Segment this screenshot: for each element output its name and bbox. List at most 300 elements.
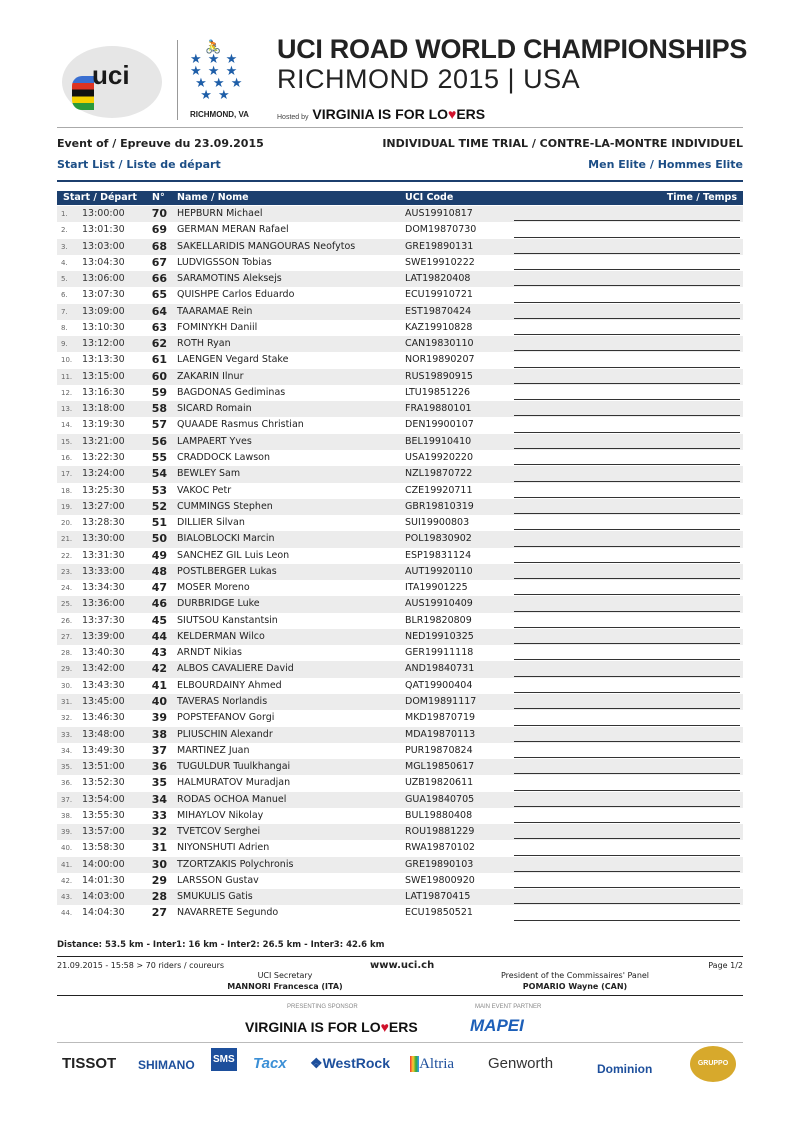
row-index: 42.: [61, 876, 73, 885]
uci-code: DOM19891117: [405, 695, 477, 707]
bib-number: 64: [151, 304, 167, 318]
table-row: [57, 385, 743, 401]
bib-number: 69: [151, 223, 167, 237]
table-row: [57, 840, 743, 856]
time-entry-line: [514, 594, 740, 595]
table-row: [57, 369, 743, 385]
time-entry-line: [514, 676, 740, 677]
president-title: President of the Commissaires' Panel: [500, 971, 650, 980]
rider-name: HEPBURN Michael: [177, 208, 263, 219]
row-index: 9.: [61, 340, 68, 349]
row-index: 27.: [61, 632, 73, 641]
rider-name: MOSER Moreno: [177, 582, 250, 594]
uci-code: GRE19890103: [405, 858, 474, 870]
bib-number: 43: [151, 646, 167, 660]
row-index: 29.: [61, 665, 73, 674]
table-row: [57, 320, 743, 336]
start-time: 13:55:30: [82, 809, 125, 821]
row-index: 12.: [61, 388, 73, 397]
hosted-by: [277, 106, 485, 122]
table-row: [57, 808, 743, 824]
rider-name: ALBOS CAVALIERE David: [177, 663, 294, 675]
start-time: 13:31:30: [82, 549, 125, 561]
table-row: [57, 255, 743, 271]
mapei-logo: MAPEI: [470, 1016, 524, 1035]
bib-number: 29: [151, 873, 167, 887]
start-time: 13:49:30: [82, 744, 125, 756]
time-entry-line: [514, 578, 740, 579]
uci-code: AUS19910817: [405, 208, 473, 219]
row-index: 26.: [61, 616, 73, 625]
start-list-table: [57, 206, 743, 922]
start-time: 13:42:00: [82, 663, 125, 675]
time-entry-line: [514, 464, 740, 465]
uci-code: RUS19890915: [405, 370, 473, 382]
start-time: 14:00:00: [82, 858, 125, 870]
bib-number: 63: [151, 320, 167, 334]
uci-code: MGL19850617: [405, 761, 475, 773]
bib-number: 31: [151, 841, 167, 855]
start-time: 13:48:00: [82, 728, 125, 740]
start-time: 13:18:00: [82, 403, 125, 415]
row-index: 41.: [61, 860, 73, 869]
time-entry-line: [514, 350, 740, 351]
rider-name: TAARAMAE Rein: [177, 305, 253, 317]
time-entry-line: [514, 432, 740, 433]
bib-number: 60: [151, 369, 167, 383]
row-index: 16.: [61, 453, 73, 462]
rider-name: CRADDOCK Lawson: [177, 451, 271, 463]
virginia-logo: VIRGINIA IS FOR LO♥ERS: [312, 106, 486, 122]
start-time: 13:28:30: [82, 517, 125, 529]
bib-number: 38: [151, 727, 167, 741]
start-time: 13:16:30: [82, 386, 125, 398]
table-row: [57, 434, 743, 450]
championship-title: UCI ROAD WORLD CHAMPIONSHIPS: [277, 34, 748, 64]
uci-code: LAT19870415: [405, 891, 471, 903]
table-row: [57, 661, 743, 677]
row-index: 31.: [61, 697, 73, 706]
bib-number: 27: [151, 906, 167, 920]
table-row: [57, 206, 743, 222]
uci-code: GUA19840705: [405, 793, 475, 805]
time-entry-line: [514, 741, 740, 742]
gruppo-logo: GRUPPO: [690, 1046, 736, 1082]
start-time: 13:30:00: [82, 533, 125, 545]
time-entry-line: [514, 302, 740, 303]
row-index: 2.: [61, 226, 68, 235]
uci-code: PUR19870824: [405, 744, 473, 756]
table-row: [57, 417, 743, 433]
row-index: 5.: [61, 275, 68, 284]
row-index: 44.: [61, 909, 73, 918]
time-entry-line: [514, 725, 740, 726]
divider: [57, 127, 743, 128]
bib-number: 61: [151, 353, 167, 367]
start-time: 14:03:00: [82, 891, 125, 903]
time-entry-line: [514, 757, 740, 758]
uci-code: FRA19880101: [405, 403, 472, 415]
rider-name: DURBRIDGE Luke: [177, 598, 260, 610]
start-time: 13:37:30: [82, 614, 125, 626]
uci-code: ESP19831124: [405, 549, 472, 561]
uci-code: UZB19820611: [405, 777, 474, 789]
start-time: 13:27:00: [82, 500, 125, 512]
table-row: [57, 629, 743, 645]
start-time: 13:10:30: [82, 321, 125, 333]
time-entry-line: [514, 497, 740, 498]
rider-name: QUISHPE Carlos Eduardo: [177, 289, 295, 301]
row-index: 38.: [61, 811, 73, 820]
bib-number: 49: [151, 548, 167, 562]
rider-name: TAVERAS Norlandis: [177, 695, 268, 707]
start-time: 13:33:00: [82, 565, 125, 577]
uci-code: DOM19870730: [405, 224, 477, 236]
table-row: [57, 857, 743, 873]
bib-number: 35: [151, 776, 167, 790]
bib-number: 28: [151, 890, 167, 904]
rider-name: SMUKULIS Gatis: [177, 891, 253, 903]
uci-code: LAT19820408: [405, 273, 471, 285]
rider-name: ZAKARIN Ilnur: [177, 370, 244, 382]
rider-name: KELDERMAN Wilco: [177, 630, 265, 642]
bib-number: 66: [151, 272, 167, 286]
distance-info: Distance: 53.5 km - Inter1: 16 km - Inter2: 26.5 km - Inter3: 42.6 km: [57, 940, 385, 950]
start-time: 13:25:30: [82, 484, 125, 496]
start-time: 14:04:30: [82, 907, 125, 919]
row-index: 13.: [61, 405, 73, 414]
table-row: [57, 727, 743, 743]
uci-code: NED19910325: [405, 630, 474, 642]
table-row: [57, 759, 743, 775]
uci-code: GER19911118: [405, 647, 474, 659]
start-time: 13:52:30: [82, 777, 125, 789]
time-entry-line: [514, 399, 740, 400]
uci-code: BLR19820809: [405, 614, 472, 626]
start-time: 13:58:30: [82, 842, 125, 854]
altria-logo: Altria: [410, 1056, 454, 1073]
time-entry-line: [514, 529, 740, 530]
presenting-sponsor-label: PRESENTING SPONSOR: [287, 1004, 358, 1010]
row-index: 14.: [61, 421, 73, 430]
start-time: 13:01:30: [82, 224, 125, 236]
row-index: 28.: [61, 649, 73, 658]
row-index: 4.: [61, 258, 68, 267]
time-entry-line: [514, 790, 740, 791]
bib-number: 50: [151, 532, 167, 546]
row-index: 23.: [61, 567, 73, 576]
uci-code: BUL19880408: [405, 809, 473, 821]
time-entry-line: [514, 367, 740, 368]
uci-code: RWA19870102: [405, 842, 475, 854]
uci-code: CAN19830110: [405, 338, 474, 350]
time-entry-line: [514, 318, 740, 319]
uci-code: MDA19870113: [405, 728, 476, 740]
time-entry-line: [514, 448, 740, 449]
list-title: Start List / Liste de départ: [57, 158, 221, 171]
table-row: [57, 548, 743, 564]
time-entry-line: [514, 838, 740, 839]
tissot-logo: TISSOT: [62, 1055, 117, 1072]
bib-number: 34: [151, 792, 167, 806]
start-time: 14:01:30: [82, 874, 125, 886]
row-index: 35.: [61, 763, 73, 772]
col-time: Time / Temps: [666, 192, 737, 203]
bib-number: 54: [151, 467, 167, 481]
rider-name: BEWLEY Sam: [177, 468, 241, 480]
genworth-logo: Genworth: [488, 1055, 554, 1072]
secretary-title: UCI Secretary: [257, 971, 313, 980]
sms-santini-logo: SMS: [211, 1048, 237, 1071]
bib-number: 30: [151, 857, 167, 871]
table-row: [57, 336, 743, 352]
start-time: 13:07:30: [82, 289, 125, 301]
time-entry-line: [514, 903, 740, 904]
uci-logo: uci: [62, 46, 162, 118]
start-time: 13:00:00: [82, 208, 125, 219]
rider-name: DILLIER Silvan: [177, 517, 245, 529]
time-entry-line: [514, 562, 740, 563]
rider-name: VAKOC Petr: [177, 484, 232, 496]
start-time: 13:06:00: [82, 273, 125, 285]
rider-name: FOMINYKH Daniil: [177, 321, 258, 333]
uci-code: ROU19881229: [405, 826, 475, 838]
bib-number: 42: [151, 662, 167, 676]
rider-name: LAENGEN Vegard Stake: [177, 354, 289, 366]
bib-number: 58: [151, 402, 167, 416]
uci-code: GRE19890131: [405, 240, 474, 252]
rider-name: SICARD Romain: [177, 403, 252, 415]
rider-name: TZORTZAKIS Polychronis: [177, 858, 294, 870]
rider-name: LUDVIGSSON Tobias: [177, 256, 272, 268]
time-entry-line: [514, 659, 740, 660]
rider-name: MIHAYLOV Nikolay: [177, 809, 264, 821]
uci-code: ECU19850521: [405, 907, 473, 919]
start-time: 13:22:30: [82, 451, 125, 463]
table-row: [57, 564, 743, 580]
time-entry-line: [514, 237, 740, 238]
bib-number: 52: [151, 499, 167, 513]
rider-name: NAVARRETE Segundo: [177, 907, 279, 919]
table-row: [57, 287, 743, 303]
uci-code: ECU19910721: [405, 289, 473, 301]
table-row: [57, 239, 743, 255]
row-index: 37.: [61, 795, 73, 804]
rider-name: ROTH Ryan: [177, 338, 231, 350]
uci-code: LTU19851226: [405, 386, 471, 398]
start-time: 13:39:00: [82, 630, 125, 642]
table-row: [57, 531, 743, 547]
rider-name: ARNDT Nikias: [177, 647, 243, 659]
row-index: 3.: [61, 242, 68, 251]
uci-code: NOR19890207: [405, 354, 475, 366]
rider-name: SIUTSOU Kanstantsin: [177, 614, 278, 626]
event-date: Event of / Epreuve du 23.09.2015: [57, 137, 264, 150]
start-time: 13:51:00: [82, 761, 125, 773]
start-time: 13:40:30: [82, 647, 125, 659]
table-row: [57, 304, 743, 320]
category: Men Elite / Hommes Elite: [588, 158, 743, 171]
uci-code: MKD19870719: [405, 712, 476, 724]
time-entry-line: [514, 920, 740, 921]
bib-number: 59: [151, 385, 167, 399]
row-index: 22.: [61, 551, 73, 560]
divider: [57, 180, 743, 182]
time-entry-line: [514, 806, 740, 807]
row-index: 18.: [61, 486, 73, 495]
start-time: 13:36:00: [82, 598, 125, 610]
bib-number: 51: [151, 516, 167, 530]
rider-name: LARSSON Gustav: [177, 874, 259, 886]
table-row: [57, 515, 743, 531]
secretary-name: MANNORI Francesca (ITA): [227, 982, 343, 991]
website-link[interactable]: www.uci.ch: [370, 960, 435, 971]
table-row: [57, 596, 743, 612]
table-row: [57, 792, 743, 808]
time-entry-line: [514, 415, 740, 416]
table-row: [57, 873, 743, 889]
uci-code: AUS19910409: [405, 598, 473, 610]
westrock-logo: ❖WestRock: [310, 1055, 390, 1071]
table-row: [57, 401, 743, 417]
row-index: 36.: [61, 779, 73, 788]
row-index: 10.: [61, 356, 73, 365]
row-index: 19.: [61, 502, 73, 511]
table-row: [57, 450, 743, 466]
time-entry-line: [514, 692, 740, 693]
table-row: [57, 271, 743, 287]
table-row: [57, 613, 743, 629]
uci-code: SWE19910222: [405, 256, 475, 268]
bib-number: 36: [151, 760, 167, 774]
rider-name: CUMMINGS Stephen: [177, 500, 273, 512]
time-entry-line: [514, 285, 740, 286]
start-time: 13:13:30: [82, 354, 125, 366]
time-entry-line: [514, 513, 740, 514]
time-entry-line: [514, 481, 740, 482]
bib-number: 65: [151, 288, 167, 302]
table-header: [57, 191, 743, 205]
col-start: Start / Départ: [63, 192, 137, 203]
bib-number: 57: [151, 418, 167, 432]
uci-code: DEN19900107: [405, 419, 474, 431]
uci-code: ITA19901225: [405, 582, 468, 594]
time-entry-line: [514, 546, 740, 547]
row-index: 40.: [61, 844, 73, 853]
rider-name: MARTINEZ Juan: [177, 744, 250, 756]
bib-number: 40: [151, 694, 167, 708]
start-time: 13:12:00: [82, 338, 125, 350]
time-entry-line: [514, 871, 740, 872]
time-entry-line: [514, 253, 740, 254]
bib-number: 44: [151, 629, 167, 643]
uci-code: BEL19910410: [405, 435, 472, 447]
row-index: 43.: [61, 893, 73, 902]
bib-number: 70: [151, 207, 167, 220]
uci-code: EST19870424: [405, 305, 472, 317]
bib-number: 46: [151, 597, 167, 611]
bib-number: 62: [151, 337, 167, 351]
president-name: POMARIO Wayne (CAN): [522, 982, 628, 991]
start-time: 13:43:30: [82, 679, 125, 691]
table-row: [57, 352, 743, 368]
bib-number: 48: [151, 564, 167, 578]
divider: [57, 1042, 743, 1043]
row-index: 21.: [61, 535, 73, 544]
time-entry-line: [514, 383, 740, 384]
start-time: 13:34:30: [82, 582, 125, 594]
bib-number: 37: [151, 743, 167, 757]
table-row: [57, 694, 743, 710]
print-info: 21.09.2015 - 15:58 > 70 riders / coureurs: [57, 961, 225, 970]
rider-name: SAKELLARIDIS MANGOURAS Neofytos: [177, 240, 356, 252]
start-time: 13:03:00: [82, 240, 125, 252]
row-index: 30.: [61, 681, 73, 690]
championship-subtitle: RICHMOND 2015 | USA: [277, 64, 581, 94]
row-index: 25.: [61, 600, 73, 609]
col-name: Name / Nome: [177, 192, 249, 203]
row-index: 1.: [61, 210, 68, 218]
table-row: [57, 824, 743, 840]
time-entry-line: [514, 611, 740, 612]
rider-name: LAMPAERT Yves: [177, 435, 252, 447]
start-time: 13:46:30: [82, 712, 125, 724]
start-time: 13:54:00: [82, 793, 125, 805]
table-row: [57, 743, 743, 759]
start-time: 13:24:00: [82, 468, 125, 480]
rider-name: HALMURATOV Muradjan: [177, 777, 291, 789]
uci-code: USA19920220: [405, 451, 474, 463]
table-row: [57, 580, 743, 596]
uci-code: AND19840731: [405, 663, 475, 675]
row-index: 34.: [61, 746, 73, 755]
rider-name: TVETCOV Serghei: [177, 826, 261, 838]
table-row: [57, 222, 743, 238]
table-row: [57, 889, 743, 905]
time-entry-line: [514, 627, 740, 628]
rider-name: POSTLBERGER Lukas: [177, 565, 277, 577]
rider-name: GERMAN MERAN Rafael: [177, 224, 289, 236]
row-index: 33.: [61, 730, 73, 739]
start-time: 13:04:30: [82, 256, 125, 268]
col-bib: N°: [152, 192, 165, 203]
uci-code: SUI19900803: [405, 517, 470, 529]
uci-code: SWE19800920: [405, 874, 475, 886]
virginia-sponsor-logo: VIRGINIA IS FOR LO♥ERS: [245, 1019, 418, 1035]
tacx-logo: Tacx: [253, 1055, 287, 1072]
start-time: 13:15:00: [82, 370, 125, 382]
bib-number: 45: [151, 613, 167, 627]
start-time: 13:19:30: [82, 419, 125, 431]
rider-name: NIYONSHUTI Adrien: [177, 842, 270, 854]
col-code: UCI Code: [405, 192, 454, 203]
bib-number: 41: [151, 678, 167, 692]
rider-name: SANCHEZ GIL Luis Leon: [177, 549, 290, 561]
start-time: 13:57:00: [82, 826, 125, 838]
bib-number: 67: [151, 255, 167, 269]
divider: [177, 40, 178, 120]
bib-number: 39: [151, 711, 167, 725]
main-partner-label: MAIN EVENT PARTNER: [475, 1004, 542, 1010]
rider-name: BIALOBLOCKI Marcin: [177, 533, 275, 545]
bib-number: 33: [151, 808, 167, 822]
time-entry-line: [514, 643, 740, 644]
row-index: 11.: [61, 372, 73, 381]
rider-name: BAGDONAS Gediminas: [177, 386, 286, 398]
row-index: 8.: [61, 323, 68, 332]
row-index: 39.: [61, 828, 73, 837]
rider-name: POPSTEFANOV Gorgi: [177, 712, 275, 724]
